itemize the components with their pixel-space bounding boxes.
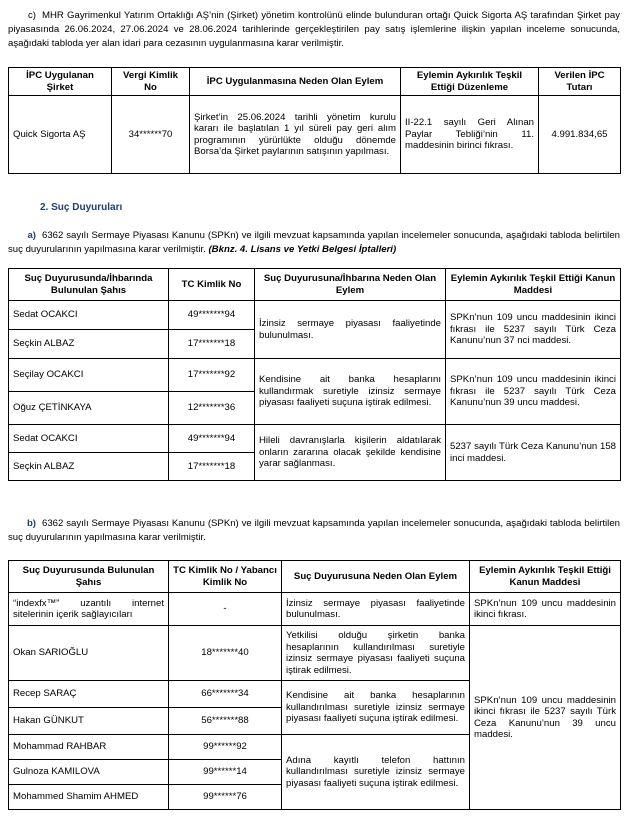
table-a-header-law: Eylemin Aykırılık Teşkil Ettiği Kanun Maddesi [446, 269, 621, 301]
table-a-header-row [9, 269, 621, 301]
paragraph-b-label: b) [26, 518, 36, 529]
group-action: Hileli davranışlarla kişilerin aldatılarak onların zararına olacak şekilde kendisine yarar sağlanması. [255, 425, 446, 481]
table-b-header-id: TC Kimlik No / Yabancı Kimlik No [169, 561, 282, 593]
table-a-header-action: Suç Duyurusuna/İhbarına Neden Olan Eylem [255, 269, 446, 301]
person-id: 17*******18 [169, 330, 255, 359]
paragraph-a [8, 229, 620, 257]
person-name: Mohammad RAHBAR [9, 735, 169, 760]
group-law: SPKn’nun 109 uncu maddesinin ikinci fıkrası ile 5237 sayılı Türk Ceza Kanunu’nun 37 nci maddesi. [446, 301, 621, 359]
suc-duyurusu-table-a [8, 268, 621, 481]
person-id: 56*******88 [169, 708, 282, 735]
table-b-header-row [9, 561, 621, 593]
table-row [9, 626, 621, 681]
table-b-header-law: Eylemin Aykırılık Teşkil Ettiği Kanun Maddesi [470, 561, 621, 593]
ipc-header-amount: Verilen İPC Tutarı [539, 68, 621, 96]
person-name: Gulnoza KAMILOVA [9, 760, 169, 785]
group-action: Kendisine ait banka hesaplarını kullandırmak suretiyle izinsiz sermaye piyasası faaliyeti suçuna iştirak edilmesi. [255, 359, 446, 425]
person-id: 17*******92 [169, 359, 255, 392]
person-name: Seçkin ALBAZ [9, 453, 169, 481]
person-id: 99******92 [169, 735, 282, 760]
section-heading: 2. Suç Duyuruları [40, 202, 123, 213]
group-law: 5237 sayılı Türk Ceza Kanunu’nun 158 inci maddesi. [446, 425, 621, 481]
ipc-action: Şirket’in 25.06.2024 tarihli yönetim kurulu kararı ile başlatılan 1 yıl süreli pay geri alım programının yürürlükte olduğu dönemde Borsa’da Şirket paylarının satışının yapılması. [190, 96, 401, 174]
person-name: Hakan GÜNKUT [9, 708, 169, 735]
person-id: 17*******18 [169, 453, 255, 481]
row-action: Yetkilisi olduğu şirketin banka hesaplarının kullandırılması suretiyle izinsiz sermaye piyasası faaliyeti suçuna iştirak edilmesi. [282, 626, 470, 681]
person-name: Sedat OCAKCI [9, 425, 169, 453]
person-id: 99******14 [169, 760, 282, 785]
ipc-table [8, 67, 621, 174]
ipc-table-header-row [9, 68, 621, 96]
person-name: Okan SARIOĞLU [9, 626, 169, 681]
person-name: Recep SARAÇ [9, 681, 169, 708]
table-row [9, 425, 621, 453]
person-name: Oğuz ÇETİNKAYA [9, 392, 169, 425]
person-id: 99******76 [169, 785, 282, 810]
person-name: Sedat OCAKCI [9, 301, 169, 330]
paragraph-c-text: MHR Gayrimenkul Yatırım Ortaklığı AŞ’nin (Şirket) yönetim kontrolünü elinde bulunduran ortağı Quick Sigorta AŞ tarafından Şirket pay piyasasında 26.06.2024, 27.06.2024 ve 28.06.2024 tarihlerinde gerçekleştirilen pay satış işlemlerine ilişkin yapılan inceleme sonucunda, aşağıdaki tabloda yer alan idari para cezasının uygulanmasına karar verilmiştir. [8, 10, 620, 49]
table-row [9, 96, 621, 174]
ipc-header-regulation: Eylemin Aykırılık Teşkil Ettiği Düzenleme [401, 68, 539, 96]
row-action: İzinsiz sermaye piyasası faaliyetinde bulunulması. [282, 593, 470, 626]
ipc-header-action: İPC Uygulanmasına Neden Olan Eylem [190, 68, 401, 96]
table-row [9, 359, 621, 392]
person-id: 49*******94 [169, 301, 255, 330]
person-name: “indexfx™” uzantılı internet sitelerinin içerik sağlayıcıları [9, 593, 169, 626]
paragraph-a-label: a) [27, 230, 36, 241]
group-action: İzinsiz sermaye piyasası faaliyetinde bulunulması. [255, 301, 446, 359]
group-action: Kendisine ait banka hesaplarının kullandırılması suretiyle izinsiz sermaye piyasası faaliyeti suçuna iştirak edilmesi. [282, 681, 470, 735]
table-a-header-id: TC Kimlik No [169, 269, 255, 301]
paragraph-b-text: 6362 sayılı Sermaye Piyasası Kanunu (SPKn) ve ilgili mevzuat kapsamında yapılan incelemeler sonucunda, aşağıdaki tabloda belirtilen suç duyurularının yapılmasına karar verilmiştir. [8, 518, 620, 543]
person-id: - [169, 593, 282, 626]
paragraph-a-reference: (Bknz. 4. Lisans ve Yetki Belgesi İptalleri) [208, 244, 397, 255]
ipc-header-taxid: Vergi Kimlik No [112, 68, 190, 96]
table-a-header-person: Suç Duyurusunda/İhbarında Bulunulan Şahıs [9, 269, 169, 301]
paragraph-c-label: c) [28, 10, 36, 21]
group-law: SPKn’nun 109 uncu maddesinin ikinci fıkrası ile 5237 sayılı Türk Ceza Kanunu’nun 39 uncu maddesi. [446, 359, 621, 425]
suc-duyurusu-table-b [8, 560, 621, 810]
paragraph-c [8, 9, 620, 51]
ipc-company: Quick Sigorta AŞ [9, 96, 112, 174]
ipc-header-company: İPC Uygulanan Şirket [9, 68, 112, 96]
paragraph-a-text: 6362 sayılı Sermaye Piyasası Kanunu (SPKn) ve ilgili mevzuat kapsamında yapılan incelemeler sonucunda, aşağıdaki tabloda belirtilen suç duyurularının yapılmasına karar verilmiştir. [8, 230, 620, 255]
person-id: 18*******40 [169, 626, 282, 681]
person-id: 12*******36 [169, 392, 255, 425]
person-id: 49*******94 [169, 425, 255, 453]
shared-law: SPKn’nun 109 uncu maddesinin ikinci fıkrası ile 5237 sayılı Türk Ceza Kanunu’nun 39 uncu maddesi. [470, 626, 621, 810]
paragraph-b [8, 517, 620, 545]
ipc-taxid: 34******70 [112, 96, 190, 174]
table-row [9, 593, 621, 626]
person-id: 66*******34 [169, 681, 282, 708]
person-name: Mohammed Shamim AHMED [9, 785, 169, 810]
person-name: Seçkin ALBAZ [9, 330, 169, 359]
table-row [9, 301, 621, 330]
table-b-header-person: Suç Duyurusunda Bulunulan Şahıs [9, 561, 169, 593]
row-law: SPKn’nun 109 uncu maddesinin ikinci fıkrası. [470, 593, 621, 626]
person-name: Seçilay OCAKCI [9, 359, 169, 392]
ipc-regulation: II-22.1 sayılı Geri Alınan Paylar Tebliği’nin 11. maddesinin birinci fıkrası. [401, 96, 539, 174]
group-action: Adına kayıtlı telefon hattının kullandırılması suretiyle izinsiz sermaye piyasası faaliyeti suçuna iştirak edilmesi. [282, 735, 470, 810]
ipc-amount: 4.991.834,65 [539, 96, 621, 174]
table-b-header-action: Suç Duyurusuna Neden Olan Eylem [282, 561, 470, 593]
